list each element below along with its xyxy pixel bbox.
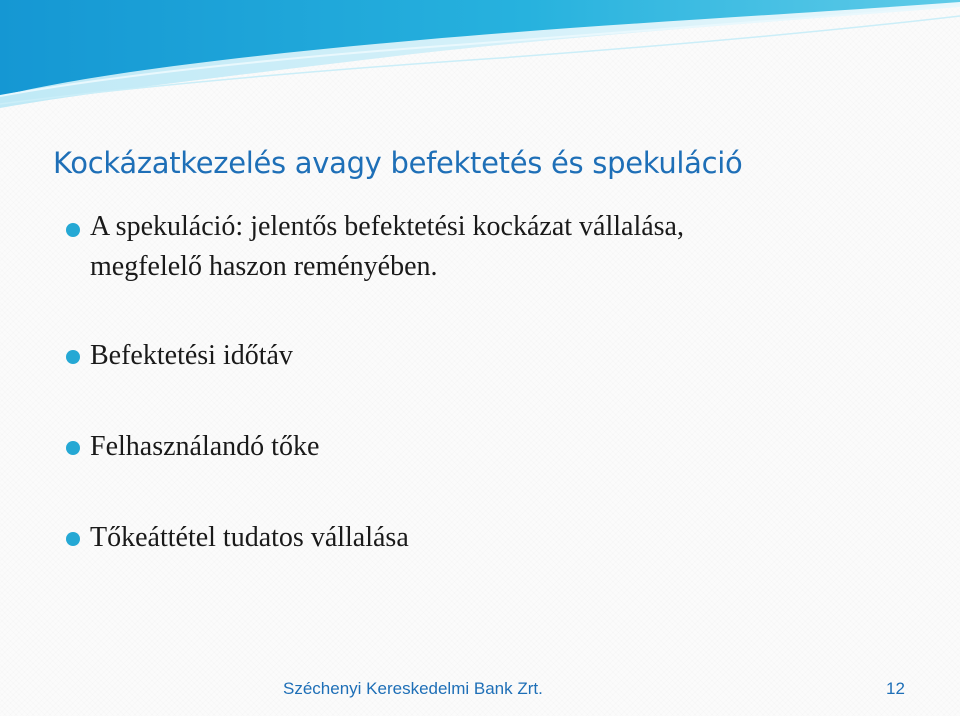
bullet-icon [66,350,80,364]
footer-company: Széchenyi Kereskedelmi Bank Zrt. [283,679,543,698]
bullet-line: megfelelő haszon reményében. [90,251,438,282]
bullet-line: Befektetési időtáv [90,340,293,371]
bullet-text [90,518,409,558]
bullet-line: A spekuláció: jelentős befektetési kockázat vállalása, [90,211,684,242]
page-number: 12 [886,679,905,698]
bullet-icon [66,441,80,455]
bullet-text [90,207,684,287]
header-wave-decoration [0,0,960,110]
bullet-text [90,336,293,376]
bullet-text [90,427,319,467]
bullet-icon [66,532,80,546]
slide-title: Kockázatkezelés avagy befektetés és spekuláció [53,146,743,180]
bullet-line: Tőkeáttétel tudatos vállalása [90,522,409,553]
bullet-icon [66,223,80,237]
bullet-line: Felhasználandó tőke [90,431,320,462]
